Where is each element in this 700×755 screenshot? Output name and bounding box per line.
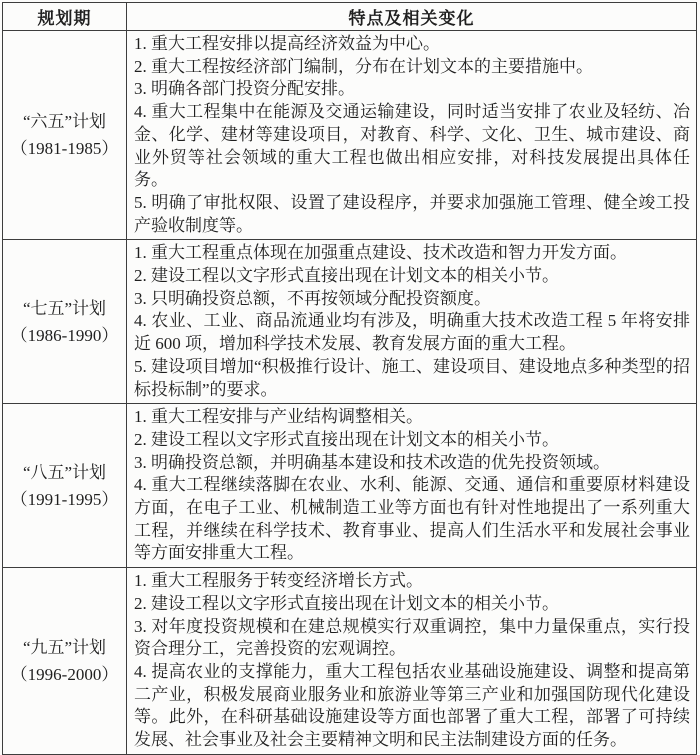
feature-item: 2. 建设工程以文字形式直接出现在计划文本的相关小节。 (134, 593, 559, 613)
feature-item: 1. 重大工程安排以提高经济效益为中心。 (134, 34, 440, 53)
feature-item: 2. 建设工程以文字形式直接出现在计划文本的相关小节。 (134, 429, 559, 449)
feature-item: 4. 重大工程集中在能源及交通运输建设，同时适当安排了农业及轻纺、冶金、化学、建材等建设项目，对教育、科学、文化、卫生、城市建设、商业外贸等社会领域的重大工程也做出相应安排，对科技发展提出具体任务。 (134, 102, 690, 190)
feature-item: 3. 对年度投资规模和在建总规模实行双重调控，集中力量保重点，实行投资合理分工，完善投资的宏观调控。 (134, 616, 690, 659)
plan-name: “六五”计划 (22, 112, 107, 132)
feature-item: 1. 重大工程重点体现在加强重点建设、技术改造和智力开发方面。 (134, 243, 627, 263)
table-row-8th-plan (3, 404, 697, 568)
period-cell (3, 568, 127, 755)
plan-years: （1991-1995） (10, 489, 119, 509)
feature-item: 2. 重大工程按经济部门编制，分布在计划文本的主要措施中。 (134, 56, 593, 76)
plan-name: “九五”计划 (22, 637, 107, 657)
feature-item: 1. 重大工程服务于转变经济增长方式。 (134, 571, 423, 591)
feature-item: 4. 提高农业的支撑能力，重大工程包括农业基础设施建设、调整和提高第二产业，积极发展商业服务业和旅游业等第三产业和加强国防现代化建设等。此外，在科研基础设施建设等方面也部署了重大工程，部署了可持续发展、社会事业及社会主要精神文明和民主法制建设方面的任务。 (134, 661, 690, 750)
feature-item: 2. 建设工程以文字形式直接出现在计划文本的相关小节。 (134, 266, 559, 286)
features-cell (127, 404, 697, 568)
header-planning-period: 规划期 (3, 3, 127, 31)
period-cell (3, 31, 127, 240)
plan-years: （1996-2000） (10, 664, 119, 684)
planning-periods-table (2, 2, 697, 755)
period-cell (3, 240, 127, 404)
plan-name: “七五”计划 (22, 298, 107, 318)
feature-item: 4. 农业、工业、商品流通业均有涉及，明确重大技术改造工程 5 年将安排近 600 项，增加科学技术发展、教育发展方面的重大工程。 (134, 311, 690, 354)
features-cell (127, 240, 697, 404)
features-cell (127, 568, 697, 755)
feature-item: 4. 重大工程继续落脚在农业、水利、能源、交通、通信和重要原材料建设方面，在电子工业、机械制造工业等方面也有针对性地提出了一系列重大工程，并继续在科学技术、教育事业、提高人们生活水平和发展社会事业等方面安排重大工程。 (134, 475, 690, 563)
feature-item: 3. 明确各部门投资分配安排。 (134, 79, 355, 99)
plan-years: （1986-1990） (10, 325, 119, 345)
header-features-changes: 特点及相关变化 (127, 3, 697, 31)
feature-item: 5. 明确了审批权限、设置了建设程序，并要求加强施工管理、健全竣工投产验收制度等。 (134, 192, 690, 235)
feature-item: 1. 重大工程安排与产业结构调整相关。 (134, 407, 423, 427)
period-cell (3, 404, 127, 568)
table-row-9th-plan (3, 568, 697, 755)
table-row-6th-plan (3, 31, 697, 240)
feature-item: 3. 只明确投资总额，不再按领域分配投资额度。 (134, 288, 491, 308)
plan-years: （1981-1985） (10, 139, 119, 159)
feature-item: 5. 建设项目增加“积极推行设计、施工、建设项目、建设地点多种类型的招标投标制”的要求。 (134, 356, 690, 399)
table-row-7th-plan (3, 240, 697, 404)
features-cell (127, 31, 697, 240)
feature-item: 3. 明确投资总额，并明确基本建设和技术改造的优先投资领域。 (134, 452, 610, 472)
plan-name: “八五”计划 (22, 462, 107, 482)
table-header-row (3, 3, 697, 31)
